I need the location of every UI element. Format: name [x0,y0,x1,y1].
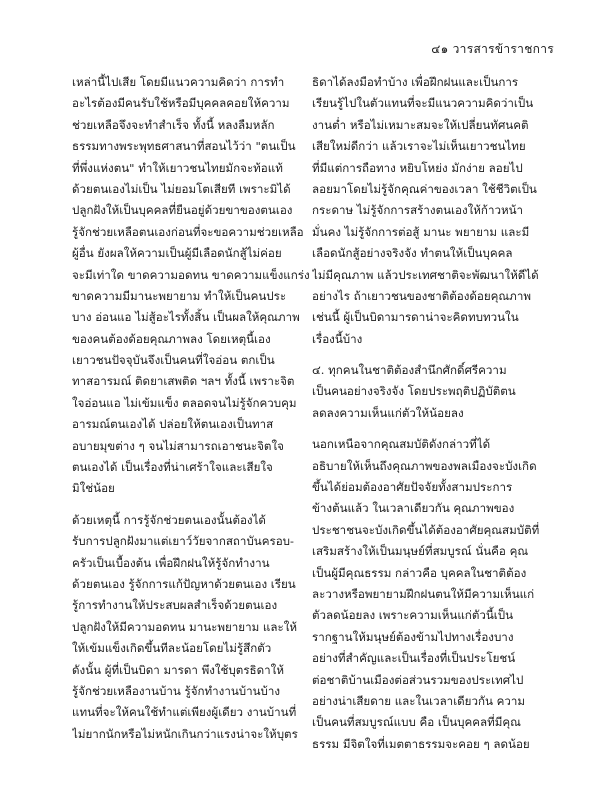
running-head: ๔๑ วารสารข้าราชการ [431,42,554,56]
text-line: ปลูกฝังให้เป็นบุคคลที่ยืนอยู่ด้วยขาของตนเอง [72,203,293,218]
text-line: ธรรม มีจิตใจที่เมตตาธรรมจะคอย ๆ ลดน้อย [312,736,530,751]
text-line: ไม่มีคุณภาพ แล้วประเทศชาติจะพัฒนาให้ดีได้ [312,267,539,282]
text-line: เป็นคนอย่างจริงจัง โดยประพฤติปฏิบัติตน [312,384,516,399]
text-line: ใจอ่อนแอ ไม่เข้มแข็ง ตลอดจนไม่รู้จักควบคุม [72,395,297,410]
text-line: เป็นผู้มีคุณธรรม กล่าวคือ บุคคลในชาติต้อง [312,565,527,580]
text-line: รับการปลูกฝังมาแต่เยาว์วัยจากสถาบันครอบ- [72,534,294,549]
text-line: ครัวเป็นเบื้องต้น เพื่อฝึกฝนให้รู้จักทำงาน [72,555,270,570]
text-line: อบายมุขต่าง ๆ จนไม่สามารถเอาชนะจิตใจ [72,438,284,453]
text-line: เลือดนักสู้อย่างจริงจัง ทำตนให้เป็นบุคคล [312,246,513,261]
text-line: นอกเหนือจากคุณสมบัติดังกล่าวที่ได้ [312,437,491,452]
text-line: ตัวลดน้อยลง เพราะความเห็นแก่ตัวนี้เป็น [312,608,514,623]
text-line: ให้เข้มแข็งเกิดขึ้นทีละน้อยโดยไม่รู้สึกตัว [72,641,272,656]
text-line: เสริมสร้างให้เป็นมนุษย์ที่สมบูรณ์ นั่นคือ คุณ [312,544,529,559]
text-line: เสียใหม่ดีกว่า แล้วเราจะไม่เห็นเยาวชนไทย [312,139,526,154]
text-line: รากฐานให้มนุษย์ต้องข้ามไปทางเรื่องบาง [312,629,514,644]
text-line: ข้างต้นแล้ว ในเวลาเดียวกัน คุณภาพของ [312,501,515,516]
text-line: ๔. ทุกคนในชาติต้องสำนึกศักดิ์ศรีความ [312,363,507,378]
text-line: ด้วยตนเองไม่เป็น ไม่ยอมโตเสียที เพราะมิได้ [72,181,291,196]
right-column [312,72,556,755]
text-line: อย่างน่าเสียดาย และในเวลาเดียวกัน ความ [312,693,526,708]
text-line: อย่างที่สำคัญและเป็นเรื่องที่เป็นประโยชน์ [312,651,516,666]
text-line: ดังนั้น ผู้ที่เป็นบิดา มารดา พึงใช้บุตรธิดาให้ [72,662,284,677]
text-line: มิใช่น้อย [72,481,115,496]
text-line: มั่นคง ไม่รู้จักการต่อสู้ มานะ พยายาม และมี [312,224,530,239]
text-line: งานต่ำ หรือไม่เหมาะสมจะให้เปลี่ยนทัศนคติ [312,117,529,132]
text-line: กระดาษ ไม่รู้จักการสร้างตนเองให้ก้าวหน้า [312,203,524,218]
text-line: เรียนรู้ไปในตัวแทนที่จะมีแนวความคิดว่าเป็น [312,96,534,111]
text-line: อย่างไร ถ้าเยาวชนของชาติต้องด้อยคุณภาพ [312,288,531,303]
text-line: เหล่านี้ไปเสีย โดยมีแนวความคิดว่า การทำ [72,75,285,89]
text-line: ด้วยตนเอง รู้จักการแก้ปัญหาด้วยตนเอง เรียน [72,576,296,591]
text-line: เยาวชนปัจจุบันจึงเป็นคนที่ใจอ่อน ตกเป็น [72,353,275,368]
text-line: ละวางหรือพยายามฝึกฝนตนให้มีความเห็นแก่ [312,586,535,601]
text-line: อธิบายให้เห็นถึงคุณภาพของพลเมืองจะบังเกิด [312,458,537,473]
text-line: เป็นคนที่สมบูรณ์แบบ คือ เป็นบุคคลที่มีคุณ [312,715,521,730]
text-line: ขาดความมีมานะพยายาม ทำให้เป็นคนประ [72,288,287,303]
text-line: ปลูกฝังให้มีความอดทน มานะพยายาม และให้ [72,619,298,634]
paragraph-gap [312,350,556,360]
text-line: อารมณ์ตนเองได้ ปล่อยให้ตนเองเป็นทาส [72,417,274,432]
text-line: ที่พึ่งแห่งตน" ทำให้เยาวชนไทยมักจะท้อแท้ [72,160,283,175]
text-line: ของคนต้องด้อยคุณภาพลง โดยเหตุนี้เอง [72,331,271,346]
text-line: เช่นนี้ ผู้เป็นบิดามารดาน่าจะคิดทบทวนใน [312,310,519,325]
text-line: ธิดาได้ลงมือทำบ้าง เพื่อฝึกฝนและเป็นการ [312,75,519,89]
text-line: อะไรต้องมีคนรับใช้หรือมีบุคคลคอยให้ความ [72,96,290,111]
text-line: ลอยมาโดยไม่รู้จักคุณค่าของเวลา ใช้ชีวิตเป็น [312,181,537,196]
text-line: จะมีเท่าใด ขาดความอดทน ขาดความแข็งแกร่ง [72,267,310,282]
text-line: บาง อ่อนแอ ไม่สู้อะไรทั้งสิ้น เป็นผลให้คุณภาพ [72,310,300,325]
paragraph-gap [312,424,556,434]
text-line: ผู้อื่น ยังผลให้ความเป็นผู้มีเลือดนักสู้ไม่ค่อย [72,246,282,261]
text-line: ช่วยเหลือจึงจะทำสำเร็จ ทั้งนี้ หลงลืมหลัก [72,117,275,132]
text-line: ด้วยเหตุนี้ การรู้จักช่วยตนเองนั้นต้องได้ [72,512,266,527]
text-line: รู้การทำงานให้ประสบผลสำเร็จด้วยตนเอง [72,598,278,613]
text-line: ทาสอารมณ์ ติดยาเสพติด ฯลฯ ทั้งนี้ เพราะจิต [72,374,295,389]
text-line: ขึ้นได้ย่อมต้องอาศัยปัจจัยทั้งสามประการ [312,480,513,495]
text-line: ลดลงความเห็นแก่ตัวให้น้อยลง [312,405,464,420]
text-line: รู้จักช่วยเหลือตนเองก่อนที่จะขอความช่วยเหลือ [72,224,304,239]
paragraph-gap [72,500,312,510]
text-line: เรื่องนี้บ้าง [312,331,363,346]
text-line: ตนเองได้ เป็นเรื่องที่น่าเศร้าใจและเสียใจ [72,460,273,475]
text-line: รู้จักช่วยเหลืองานบ้าน รู้จักทำงานบ้านบ้าง [72,683,281,698]
text-line: แทนที่จะให้คนใช้ทำแต่เพียงผู้เดียว งานบ้านที่ [72,705,297,720]
left-column [72,72,312,745]
text-line: ธรรมทางพระพุทธศาสนาที่สอนไว้ว่า "ตนเป็น [72,139,296,154]
text-line: ไม่ยากนักหรือไม่หนักเกินกว่าแรงน่าจะให้บุตร [72,726,298,741]
text-line: ต่อชาติบ้านเมืองต่อส่วนรวมของประเทศไป [312,672,524,687]
text-line: ที่มีแต่การถือทาง หยิบโหย่ง มักง่าย ลอยไป [312,160,523,175]
text-line: ประชาชนจะบังเกิดขึ้นได้ต้องอาศัยคุณสมบัติที่ [312,522,540,537]
